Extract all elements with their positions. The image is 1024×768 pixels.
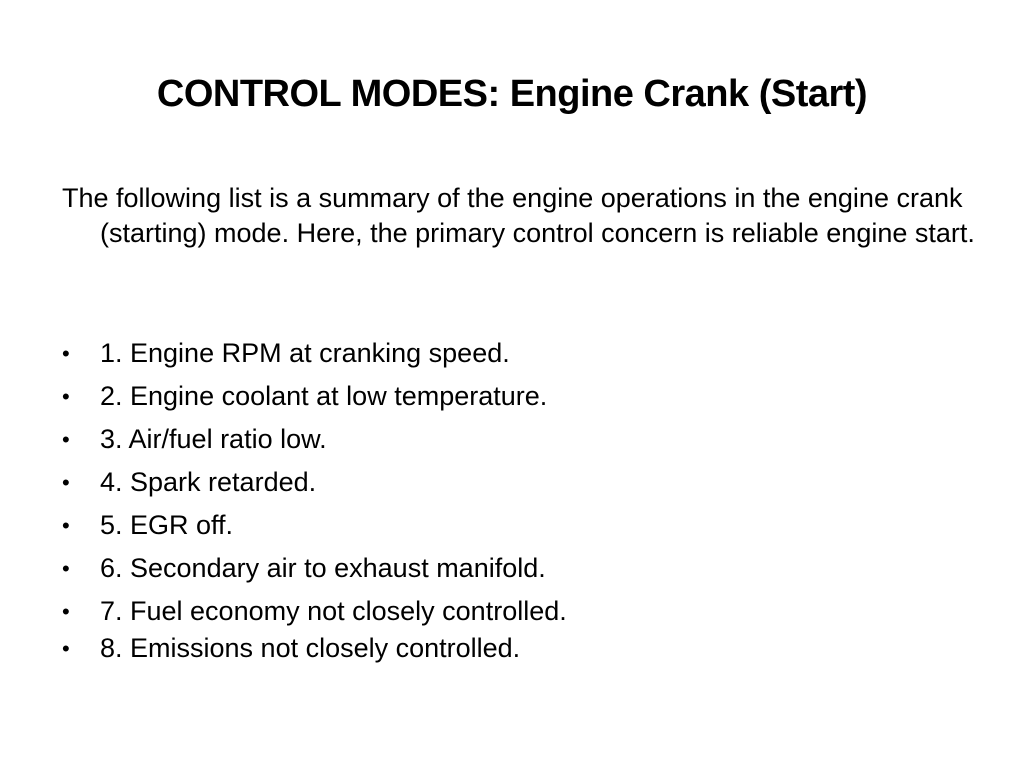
list-item-text: 7. Fuel economy not closely controlled. bbox=[100, 596, 567, 626]
bullet-list bbox=[62, 335, 962, 673]
list-item bbox=[62, 464, 962, 501]
list-item-text: 1. Engine RPM at cranking speed. bbox=[100, 338, 510, 368]
bullet-icon: • bbox=[62, 513, 70, 538]
bullet-icon: • bbox=[62, 636, 70, 661]
list-item bbox=[62, 550, 962, 587]
list-item bbox=[62, 630, 962, 667]
bullet-icon: • bbox=[62, 556, 70, 581]
list-item-text: 4. Spark retarded. bbox=[100, 467, 317, 497]
slide-title: CONTROL MODES: Engine Crank (Start) bbox=[156, 73, 868, 115]
list-item-text: 5. EGR off. bbox=[100, 510, 234, 540]
list-item-text: 8. Emissions not closely controlled. bbox=[100, 633, 521, 663]
list-item-text: 3. Air/fuel ratio low. bbox=[100, 424, 327, 454]
list-item-text: 2. Engine coolant at low temperature. bbox=[100, 381, 548, 411]
list-item bbox=[62, 507, 962, 544]
bullet-icon: • bbox=[62, 341, 70, 366]
list-item bbox=[62, 421, 962, 458]
bullet-icon: • bbox=[62, 599, 70, 624]
list-item bbox=[62, 593, 962, 630]
intro-paragraph: The following list is a summary of the engine operations in the engine crank (starting) mode. Here, the primary control concern is reliable engine start. bbox=[62, 183, 975, 248]
list-item bbox=[62, 335, 962, 372]
bullet-icon: • bbox=[62, 427, 70, 452]
bullet-icon: • bbox=[62, 470, 70, 495]
list-item-text: 6. Secondary air to exhaust manifold. bbox=[100, 553, 546, 583]
bullet-icon: • bbox=[62, 384, 70, 409]
list-item bbox=[62, 378, 962, 415]
